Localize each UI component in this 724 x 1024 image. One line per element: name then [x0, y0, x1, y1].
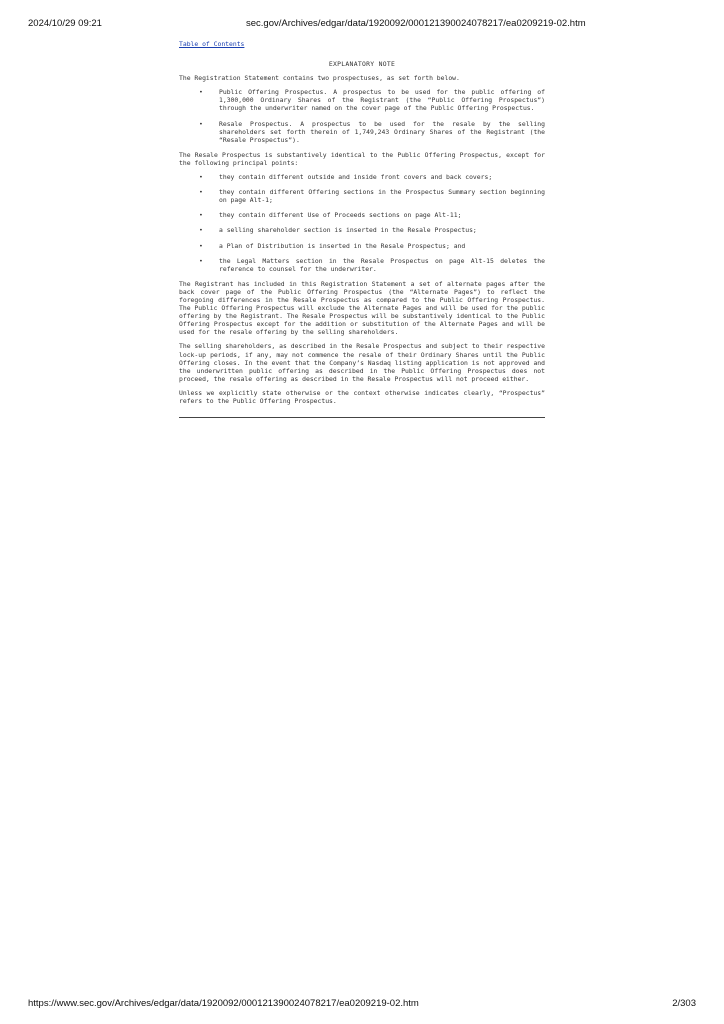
bullet-icon: • — [199, 188, 203, 197]
document-body — [179, 40, 545, 418]
intro-paragraph: The Registration Statement contains two prospectuses, as set forth below. — [179, 74, 460, 83]
bullet-icon: • — [199, 173, 203, 182]
list-item-text: Resale Prospectus. A prospectus to be used for the resale by the selling shareholders set forth therein of 1,749,243 Ordinary Shares of the Registrant (the “Resale Prospectus”). — [219, 119, 545, 144]
section-heading: EXPLANATORY NOTE — [328, 60, 396, 69]
bullet-icon: • — [199, 226, 203, 235]
list-item-text: they contain different outside and inside front covers and back covers; — [219, 173, 493, 182]
bullet-icon: • — [199, 88, 203, 97]
alternate-pages-paragraph: The Registrant has included in this Registration Statement a set of alternate pages after the back cover page of the Public Offering Prospectus (the “Alternate Pages”) to reflect the foregoing differences in the Resale Prospectus as compared to the Public Offering Prospectus. The Public Offering Prospectus will exclude the Alternate Pages and will be used for the public offering by the Registrant. The Resale Prospectus will be substantively identical to the Public Offering Prospectus except for the addition or substitution of the Alternate Pages and will be used for the resale offering by the selling shareholders. — [179, 279, 545, 337]
list-item-text: a Plan of Distribution is inserted in the Resale Prospectus; and — [219, 241, 466, 250]
list-item-text: a selling shareholder section is inserted in the Resale Prospectus; — [219, 226, 477, 235]
bullet-icon: • — [199, 256, 203, 265]
bullet-icon: • — [199, 211, 203, 220]
prospectus-list — [179, 88, 545, 144]
list-item — [179, 88, 545, 112]
list-item — [179, 120, 545, 144]
differences-intro-paragraph: The Resale Prospectus is substantively identical to the Public Offering Prospectus, except for the following principal points: — [179, 150, 545, 167]
list-item-text: they contain different Use of Proceeds sections on page Alt-11; — [219, 211, 462, 220]
section-divider — [179, 417, 545, 418]
list-item — [179, 173, 545, 181]
print-header — [0, 18, 724, 30]
definition-paragraph: Unless we explicitly state otherwise or the context otherwise indicates clearly, “Prospectus” refers to the Public Offering Prospectus. — [179, 388, 545, 405]
list-item-text: the Legal Matters section in the Resale Prospectus on page Alt-15 deletes the reference to counsel for the underwriter. — [219, 256, 545, 273]
bullet-icon: • — [199, 241, 203, 250]
list-item-text: they contain different Offering sections in the Prospectus Summary section beginning on page Alt-1; — [219, 188, 545, 205]
table-of-contents-link[interactable]: Table of Contents — [179, 40, 245, 48]
list-item — [179, 188, 545, 204]
print-footer — [0, 998, 724, 1010]
list-item-text: Public Offering Prospectus. A prospectus to be used for the public offering of 1,300,000 Ordinary Shares of the Registrant (the “Public Offering Prospectus”) through the underwriter named on the cover page of the Public Offering Prospectus. — [219, 88, 545, 113]
print-url-footer: https://www.sec.gov/Archives/edgar/data/1920092/000121390024078217/ea0209219-02.htm — [28, 998, 419, 1009]
page-number: 2/303 — [672, 998, 696, 1009]
list-item — [179, 242, 545, 250]
lockup-paragraph: The selling shareholders, as described in the Resale Prospectus and subject to their respective lock-up periods, if any, may not commence the resale of their Ordinary Shares until the Public Offering closes. In the event that the Company’s Nasdaq listing application is not approved and the underwritten public offering as described in the Public Offering Prospectus does not proceed, the resale offering as described in the Resale Prospectus will not proceed either. — [179, 342, 545, 383]
differences-list — [179, 173, 545, 273]
list-item — [179, 257, 545, 273]
list-item — [179, 211, 545, 219]
list-item — [179, 226, 545, 234]
print-datetime: 2024/10/29 09:21 — [28, 18, 102, 29]
print-url-header: sec.gov/Archives/edgar/data/1920092/000121390024078217/ea0209219-02.htm — [246, 18, 586, 29]
bullet-icon: • — [199, 119, 203, 128]
